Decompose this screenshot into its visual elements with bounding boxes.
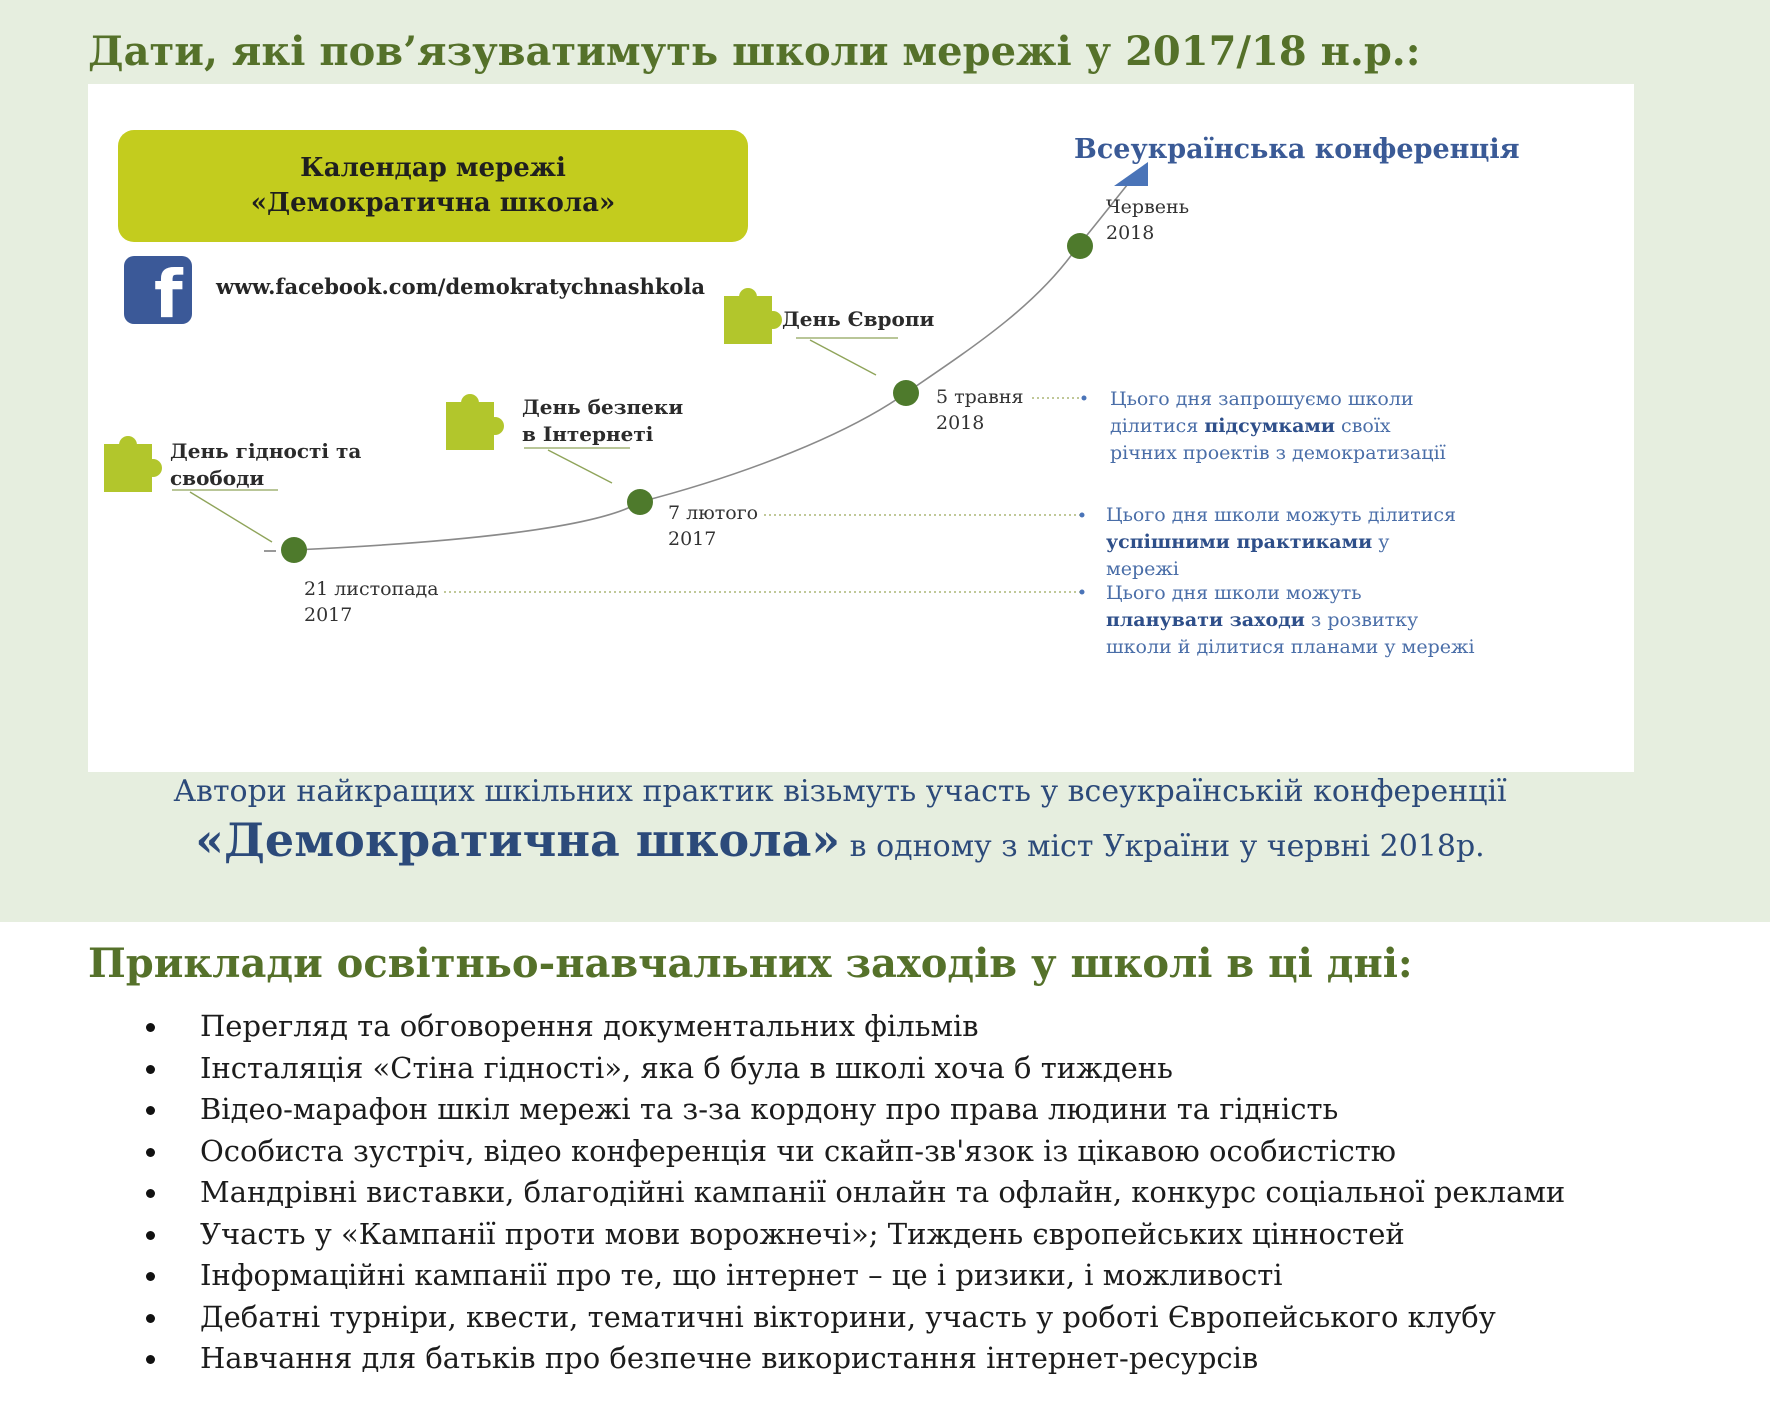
- examples-title: Приклади освітньо-навчальних заходів у школі в ці дні:: [88, 940, 1413, 987]
- note-line: школи й ділитися планами у мережі: [1106, 636, 1475, 658]
- calendar-badge: [118, 130, 748, 242]
- event-label-line: День гідності та: [170, 439, 362, 463]
- arrow-icon: [1114, 162, 1148, 186]
- authors-rest: в одному з міст України у червні 2018р.: [840, 829, 1485, 864]
- facebook-icon[interactable]: f: [124, 256, 192, 324]
- authors-line-2: [0, 813, 1680, 867]
- examples-list: [140, 1006, 1565, 1380]
- bullet-icon: [146, 1148, 155, 1157]
- note-line: ділитися підсумками своїх: [1110, 415, 1391, 437]
- bullet-icon: [146, 1314, 155, 1323]
- timeline-dot: [1067, 233, 1093, 259]
- puzzle-icon: [104, 436, 162, 492]
- event-label-line: День безпеки: [522, 395, 684, 419]
- bullet-icon: [146, 1023, 155, 1032]
- note-may: [1110, 386, 1446, 467]
- date-line: 21 листопада: [304, 578, 439, 600]
- timeline-dot: [627, 489, 653, 515]
- note-line: планувати заходи з розвитку: [1106, 609, 1419, 631]
- list-item: Мандрівні виставки, благодійні кампанії онлайн та офлайн, конкурс соціальної реклами: [140, 1172, 1565, 1214]
- note-feb: [1106, 502, 1456, 583]
- date-line: Червень: [1106, 196, 1190, 218]
- note-line: мережі: [1106, 558, 1179, 580]
- date-line: 5 травня: [936, 386, 1024, 408]
- date-label-feb: [668, 500, 758, 552]
- note-line: річних проектів з демократизації: [1110, 442, 1446, 464]
- bullet-icon: [146, 1231, 155, 1240]
- connector-line: [548, 450, 612, 483]
- connector-line: [190, 492, 272, 542]
- event-label-internet-safety: [522, 394, 683, 448]
- date-line: 2018: [936, 412, 985, 434]
- note-nov: [1106, 580, 1475, 661]
- facebook-link[interactable]: www.facebook.com/demokratychnashkola: [216, 274, 706, 299]
- puzzle-icon: [724, 288, 782, 344]
- date-line: 2017: [668, 528, 717, 550]
- event-label-line: День Європи: [782, 307, 935, 331]
- list-item: Навчання для батьків про безпечне використання інтернет-ресурсів: [140, 1338, 1565, 1380]
- bullet-icon: [146, 1065, 155, 1074]
- page-title: Дати, які пов’язуватимуть школи мережі у 2017/18 н.р.:: [88, 28, 1421, 75]
- list-item: Перегляд та обговорення документальних фільмів: [140, 1006, 1565, 1048]
- note-line: успішними практиками у: [1106, 531, 1390, 553]
- date-label-june: [1106, 194, 1189, 246]
- list-item: Дебатні турніри, квести, тематичні вікторини, участь у роботі Європейського клубу: [140, 1297, 1565, 1339]
- note-line: Цього дня школи можуть: [1106, 582, 1362, 604]
- list-item: Інформаційні кампанії про те, що інтернет – це і ризики, і можливості: [140, 1255, 1565, 1297]
- conference-title: Всеукраїнська конференція: [1074, 134, 1520, 165]
- bullet-icon: [146, 1355, 155, 1364]
- event-label-europe-day: [782, 306, 934, 333]
- authors-line-1: Автори найкращих шкільних практик візьмуть участь у всеукраїнській конференції: [173, 774, 1507, 809]
- connector-line: [810, 340, 876, 375]
- date-line: 2018: [1106, 222, 1155, 244]
- date-label-nov: [304, 576, 439, 628]
- note-line: Цього дня запрошуємо школи: [1110, 388, 1414, 410]
- badge-line-2: «Демократична школа»: [250, 188, 616, 218]
- date-line: 7 лютого: [668, 502, 759, 524]
- bullet-icon: [146, 1272, 155, 1281]
- date-label-may: [936, 384, 1023, 436]
- date-line: 2017: [304, 604, 353, 626]
- list-item: Особиста зустріч, відео конференція чи скайп-зв'язок із цікавою особистістю: [140, 1131, 1565, 1173]
- authors-announcement: [0, 772, 1680, 867]
- conference-name: «Демократична школа»: [195, 813, 841, 867]
- event-label-line: в Інтернеті: [522, 422, 654, 446]
- list-item: Відео-марафон шкіл мережі та з-за кордону про права людини та гідність: [140, 1089, 1565, 1131]
- event-label-line: свободи: [170, 466, 265, 490]
- timeline-dot: [893, 380, 919, 406]
- calendar-panel: [88, 84, 1634, 772]
- bullet-icon: [146, 1189, 155, 1198]
- note-line: Цього дня школи можуть ділитися: [1106, 504, 1457, 526]
- badge-line-1: Календар мережі: [300, 153, 566, 183]
- puzzle-icon: [446, 394, 504, 450]
- bullet-icon: [146, 1106, 155, 1115]
- list-item: Інсталяція «Стіна гідності», яка б була в школі хоча б тиждень: [140, 1048, 1565, 1090]
- event-label-dignity: [170, 438, 361, 492]
- list-item: Участь у «Кампанії проти мови ворожнечі»; Тиждень європейських цінностей: [140, 1214, 1565, 1256]
- timeline-dot: [281, 537, 307, 563]
